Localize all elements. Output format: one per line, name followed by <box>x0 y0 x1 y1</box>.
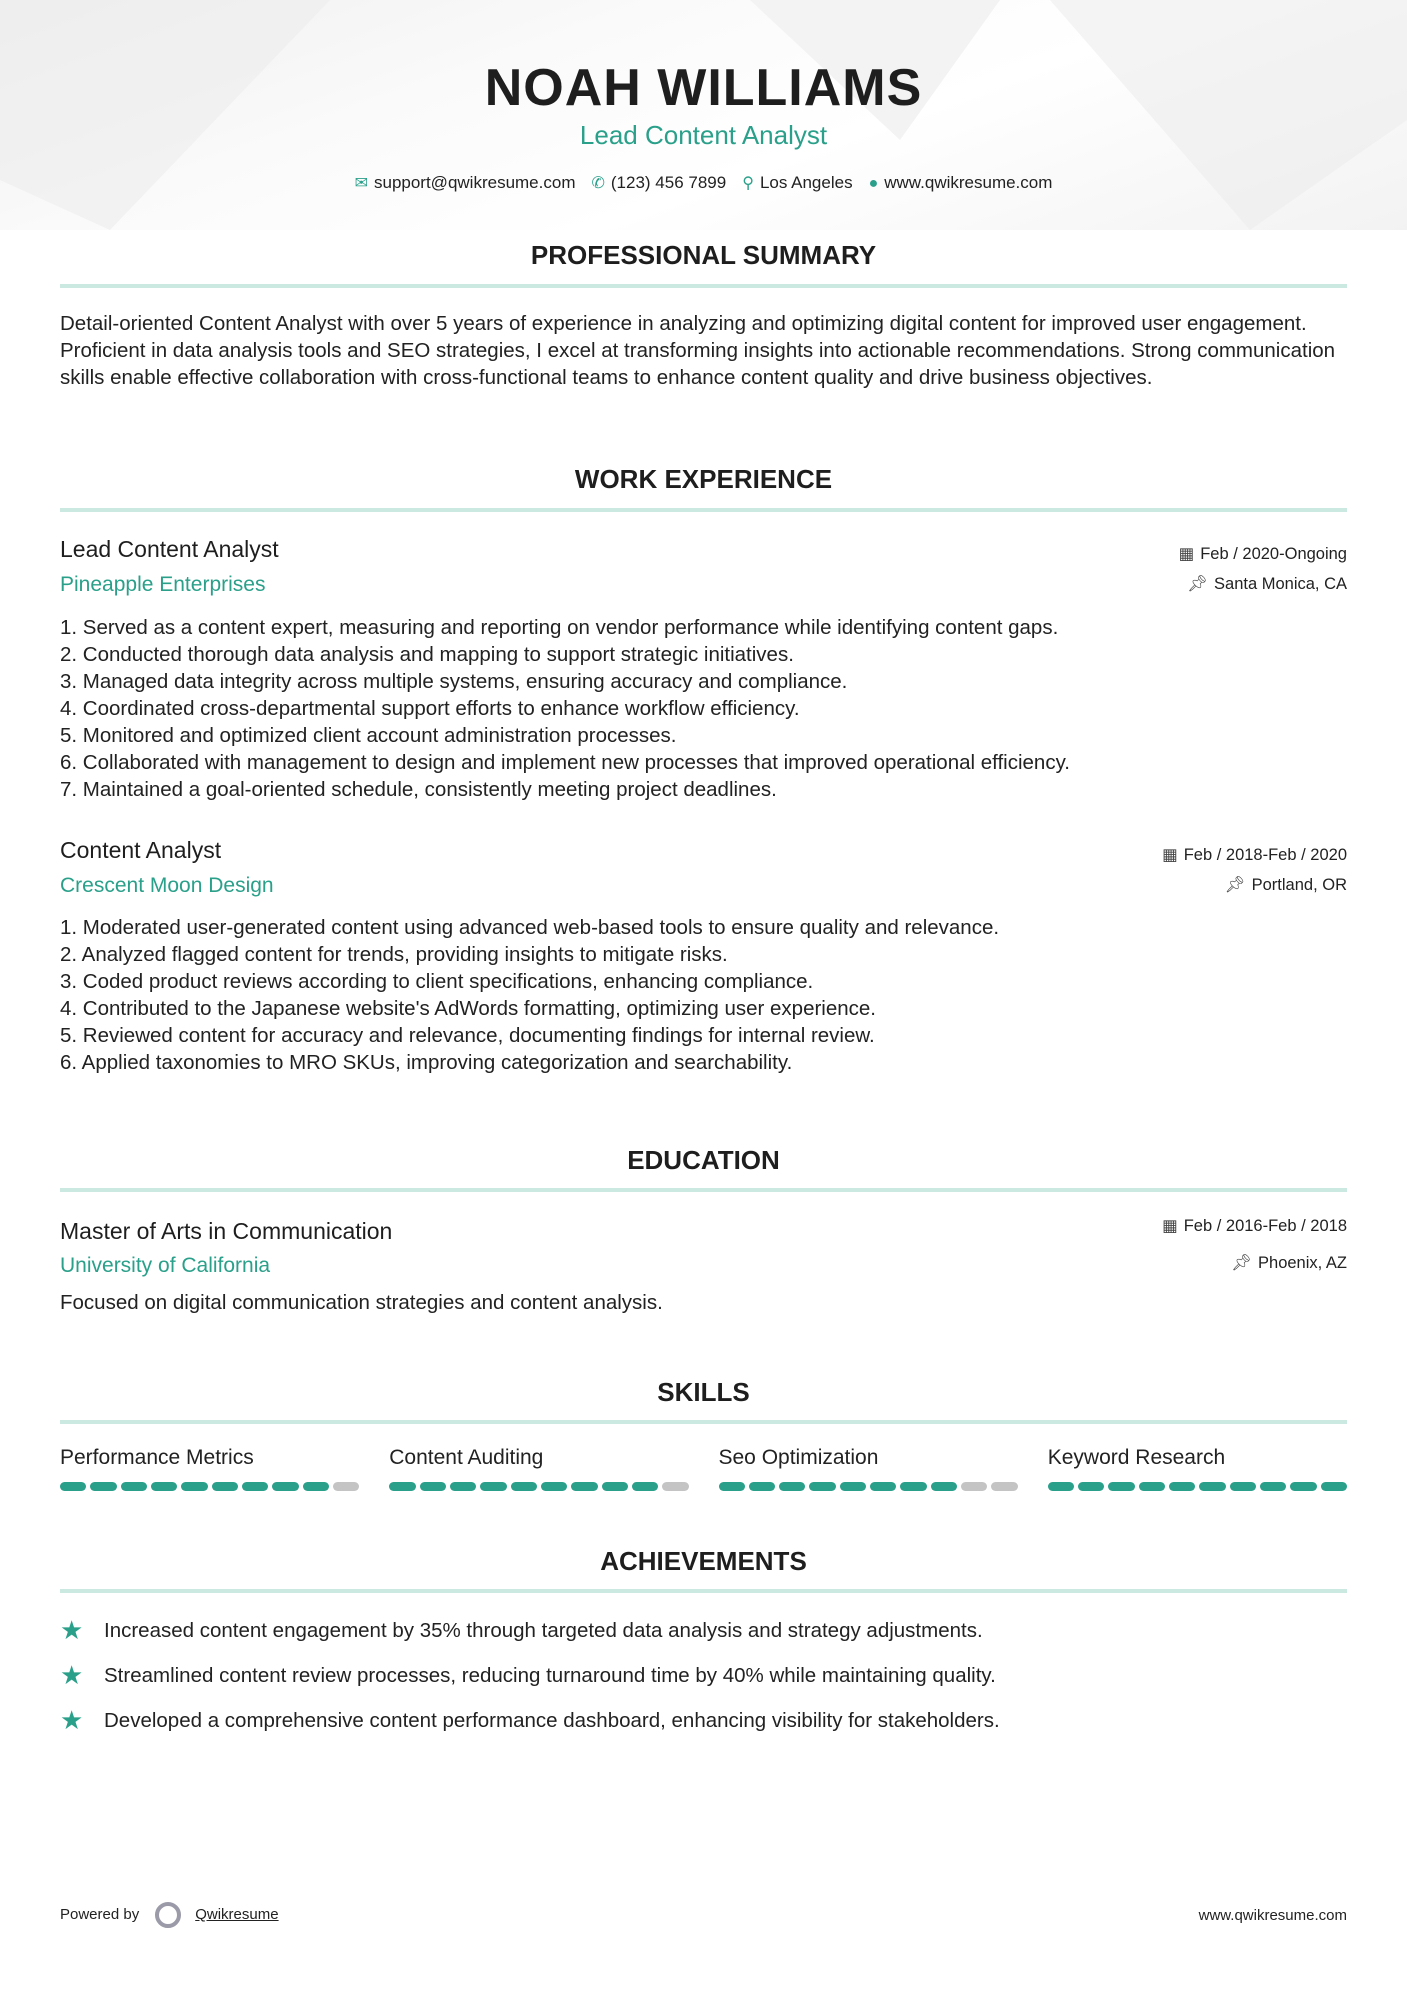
skill-item <box>60 1446 359 1491</box>
skill-segment-empty <box>662 1482 688 1491</box>
skill-segment-filled <box>1290 1482 1316 1491</box>
company-name: Crescent Moon Design <box>60 874 274 897</box>
footer <box>60 1902 1347 1928</box>
education-description: Focused on digital communication strategies and content analysis. <box>60 1291 663 1314</box>
skill-item <box>1048 1446 1347 1491</box>
skill-segment-filled <box>632 1482 658 1491</box>
pin-icon: 📌︎ <box>1231 1254 1253 1272</box>
star-icon: ★ <box>60 1615 84 1645</box>
achievement-item <box>60 1660 996 1691</box>
skill-segment-filled <box>1139 1482 1165 1491</box>
skill-segment-filled <box>1199 1482 1225 1491</box>
skill-item <box>389 1446 688 1491</box>
summary-text: Detail-oriented Content Analyst with over 5 years of experience in analyzing and optimizing digital content for improved user engagement. Proficient in data analysis tools and SEO strategies, I excel at transforming insights into actionable recommendations. Strong communication skills enable effective collaboration with cross-functional teams to enhance content quality and drive business objectives. <box>60 312 1336 389</box>
skill-segment-filled <box>151 1482 177 1491</box>
bullet: 2. Conducted thorough data analysis and mapping to support strategic initiatives. <box>60 643 794 666</box>
star-icon: ★ <box>60 1660 84 1690</box>
skill-segment-filled <box>1108 1482 1134 1491</box>
job-bullets <box>60 914 1347 1076</box>
skill-level-bar <box>389 1482 688 1491</box>
email-text: support@qwikresume.com <box>373 173 576 192</box>
skill-level-bar <box>719 1482 1018 1491</box>
bullet: 1. Moderated user-generated content using advanced web-based tools to ensure quality and relevance. <box>60 916 1000 939</box>
skill-segment-filled <box>1321 1482 1347 1491</box>
bullet: 5. Monitored and optimized client account administration processes. <box>60 724 677 747</box>
achievement-text: Streamlined content review processes, reducing turnaround time by 40% while maintaining quality. <box>104 1663 996 1687</box>
skill-segment-filled <box>602 1482 628 1491</box>
skill-segment-filled <box>242 1482 268 1491</box>
calendar-icon: ▦ <box>1178 545 1195 563</box>
envelope-icon: ✉ <box>354 175 368 192</box>
education-dates <box>1162 1216 1347 1236</box>
contact-email[interactable] <box>355 173 576 193</box>
skill-segment-filled <box>60 1482 86 1491</box>
divider <box>60 508 1347 512</box>
bullet: 4. Contributed to the Japanese website's AdWords formatting, optimizing user experience. <box>60 997 877 1020</box>
divider <box>60 1188 1347 1192</box>
phone-icon: ✆ <box>591 175 605 192</box>
bullet: 2. Analyzed flagged content for trends, providing insights to mitigate risks. <box>60 943 728 966</box>
job-title: Content Analyst <box>60 837 222 863</box>
skill-segment-filled <box>212 1482 238 1491</box>
bullet: 3. Coded product reviews according to client specifications, enhancing compliance. <box>60 970 814 993</box>
powered-by <box>60 1902 279 1928</box>
skill-name: Keyword Research <box>1047 1446 1226 1469</box>
job-location <box>1225 876 1347 895</box>
skill-segment-filled <box>420 1482 446 1491</box>
skills-heading: SKILLS <box>657 1377 750 1407</box>
job-title: Lead Content Analyst <box>60 536 279 562</box>
candidate-title: Lead Content Analyst <box>579 120 828 150</box>
skill-segment-filled <box>870 1482 896 1491</box>
education-heading: EDUCATION <box>627 1145 780 1175</box>
bullet: 6. Collaborated with management to design and implement new processes that improved operational efficiency. <box>60 751 1071 774</box>
pin-icon: 📌︎ <box>1224 876 1246 894</box>
contact-website[interactable] <box>869 173 1053 193</box>
degree: Master of Arts in Communication <box>60 1218 393 1244</box>
bullet: 6. Applied taxonomies to MRO SKUs, improving categorization and searchability. <box>60 1051 793 1074</box>
skills-list <box>60 1446 1347 1491</box>
powered-by-text: Powered by <box>60 1905 140 1923</box>
globe-icon: ● <box>868 175 879 192</box>
company-name: Pineapple Enterprises <box>60 573 266 596</box>
dates-text: Feb / 2018-Feb / 2020 <box>1183 846 1347 864</box>
skill-segment-filled <box>779 1482 805 1491</box>
skill-level-bar <box>60 1482 359 1491</box>
qwikresume-logo-icon <box>155 1902 181 1928</box>
skill-name: Content Auditing <box>389 1446 544 1469</box>
skill-name: Seo Optimization <box>718 1446 879 1469</box>
calendar-icon: ▦ <box>1162 846 1178 864</box>
skill-segment-filled <box>719 1482 745 1491</box>
phone-text: (123) 456 7899 <box>610 173 727 192</box>
dates-text: Feb / 2016-Feb / 2018 <box>1183 1217 1347 1235</box>
education-location <box>1231 1254 1347 1273</box>
skill-segment-filled <box>571 1482 597 1491</box>
contact-location <box>742 173 852 193</box>
skill-segment-filled <box>1169 1482 1195 1491</box>
bullet: 4. Coordinated cross-departmental support efforts to enhance workflow efficiency. <box>60 697 800 720</box>
pin-icon: 📌︎ <box>1187 575 1209 593</box>
divider <box>60 284 1347 288</box>
bullet: 5. Reviewed content for accuracy and relevance, documenting findings for internal review. <box>60 1024 875 1047</box>
location-text: Phoenix, AZ <box>1258 1254 1347 1272</box>
candidate-name: NOAH WILLIAMS <box>484 59 923 117</box>
calendar-icon: ▦ <box>1162 1217 1178 1235</box>
summary-heading: PROFESSIONAL SUMMARY <box>530 240 877 270</box>
location-text: Santa Monica, CA <box>1214 575 1347 593</box>
bullet: 7. Maintained a goal-oriented schedule, consistently meeting project deadlines. <box>60 778 777 801</box>
skill-segment-filled <box>389 1482 415 1491</box>
school-name: University of California <box>60 1254 271 1277</box>
skill-segment-filled <box>303 1482 329 1491</box>
divider <box>60 1589 1347 1593</box>
dates-text: Feb / 2020-Ongoing <box>1200 545 1347 563</box>
skill-item <box>719 1446 1018 1491</box>
skill-segment-filled <box>1078 1482 1104 1491</box>
achievement-text: Developed a comprehensive content performance dashboard, enhancing visibility for stakeholders. <box>104 1708 1000 1732</box>
skill-segment-filled <box>450 1482 476 1491</box>
star-icon: ★ <box>60 1705 84 1735</box>
skill-segment-filled <box>272 1482 298 1491</box>
skill-segment-empty <box>961 1482 987 1491</box>
achievement-item <box>60 1705 1000 1736</box>
job-dates <box>1162 845 1347 865</box>
skill-segment-empty <box>991 1482 1017 1491</box>
skill-segment-filled <box>931 1482 957 1491</box>
map-pin-icon: ⚲ <box>742 175 754 192</box>
skill-segment-filled <box>511 1482 537 1491</box>
skill-segment-filled <box>1260 1482 1286 1491</box>
location-text: Los Angeles <box>759 173 853 192</box>
skill-segment-filled <box>809 1482 835 1491</box>
skill-segment-filled <box>181 1482 207 1491</box>
footer-website[interactable]: www.qwikresume.com <box>1198 1906 1347 1924</box>
divider <box>60 1420 1347 1424</box>
job-bullets <box>60 614 1347 803</box>
contact-phone[interactable] <box>591 173 726 193</box>
skill-segment-filled <box>840 1482 866 1491</box>
bullet: 3. Managed data integrity across multiple systems, ensuring accuracy and compliance. <box>60 670 848 693</box>
job-dates <box>1179 544 1347 564</box>
achievements-heading: ACHIEVEMENTS <box>600 1546 807 1576</box>
skill-level-bar <box>1048 1482 1347 1491</box>
experience-heading: WORK EXPERIENCE <box>574 464 833 494</box>
contact-list <box>60 173 1347 193</box>
skill-segment-empty <box>333 1482 359 1491</box>
brand-link[interactable]: Qwikresume <box>195 1905 279 1923</box>
skill-segment-filled <box>749 1482 775 1491</box>
skill-segment-filled <box>121 1482 147 1491</box>
skill-segment-filled <box>541 1482 567 1491</box>
job-location <box>1187 575 1347 594</box>
skill-segment-filled <box>900 1482 926 1491</box>
skill-name: Performance Metrics <box>60 1446 254 1469</box>
skill-segment-filled <box>1230 1482 1256 1491</box>
skill-segment-filled <box>480 1482 506 1491</box>
achievement-text: Increased content engagement by 35% through targeted data analysis and strategy adjustments. <box>104 1618 983 1642</box>
skill-segment-filled <box>90 1482 116 1491</box>
bullet: 1. Served as a content expert, measuring and reporting on vendor performance while identifying content gaps. <box>60 616 1059 639</box>
skill-segment-filled <box>1048 1482 1074 1491</box>
achievement-item <box>60 1615 983 1646</box>
location-text: Portland, OR <box>1251 876 1347 894</box>
website-text: www.qwikresume.com <box>884 173 1053 192</box>
